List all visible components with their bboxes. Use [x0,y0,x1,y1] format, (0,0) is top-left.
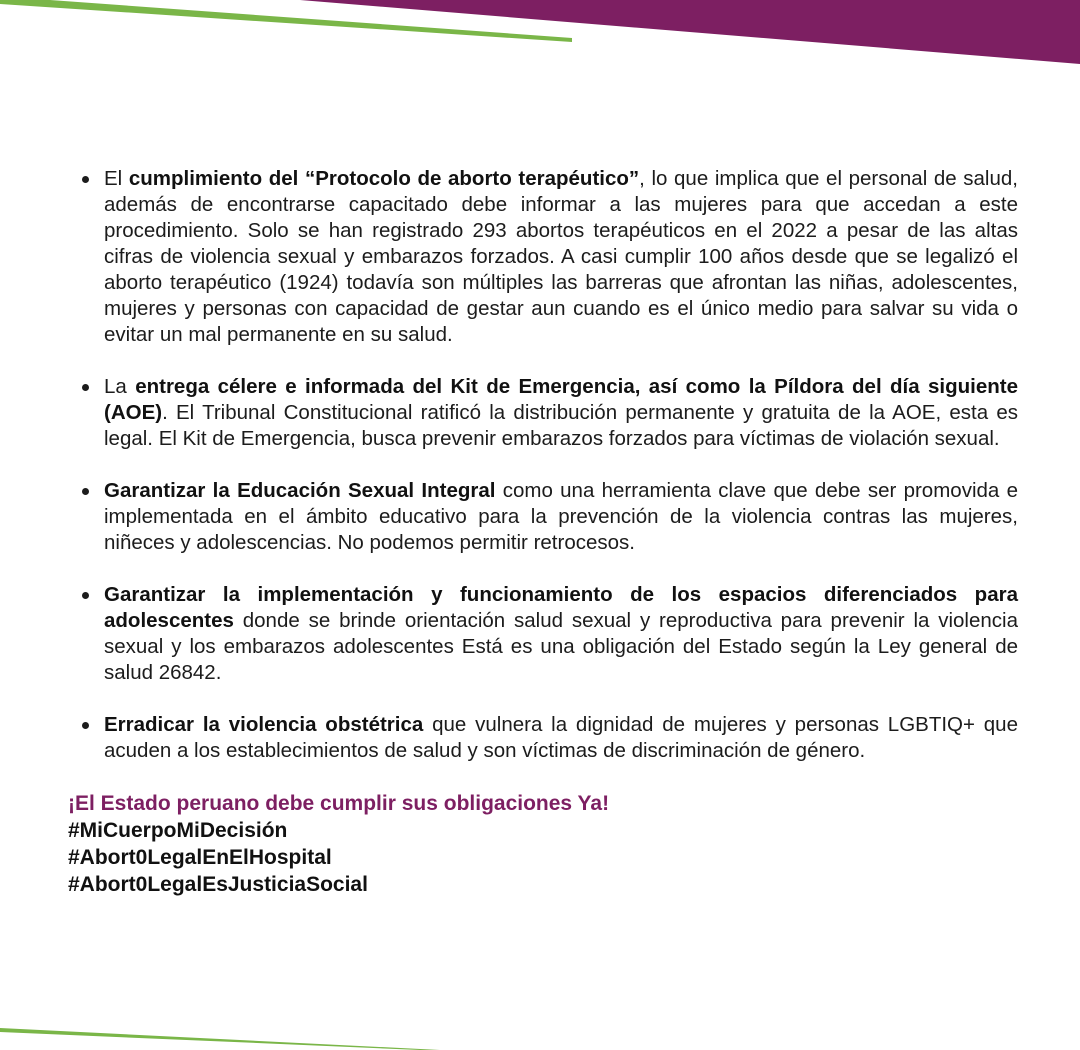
list-item: El cumplimiento del “Protocolo de aborto terapéutico”, lo que implica que el personal de salud, además de encontrarse capacitado debe informar a las mujeres para que accedan a este procedimiento. Solo se han registrado 293 abortos terapéuticos en el 2022 a pesar de las altas cifras de violencia sexual y embarazos forzados. A casi cumplir 100 años desde que se legalizó el aborto terapéutico (1924) todavía son múltiples las barreras que afrontan las niñas, adolescentes, mujeres y personas con capacidad de gestar aun cuando es el único medio para salvar su vida o evitar un mal permanente en su salud. [68,166,1018,348]
hashtag: #Abort0LegalEsJusticiaSocial [68,873,368,896]
list-item: Garantizar la Educación Sexual Integral como una herramienta clave que debe ser promovida e implementada en el ámbito educativo para la prevención de la violencia contras las mujeres, niñeces y adolescencias. No podemos permitir retrocesos. [68,478,1018,556]
main-content [68,166,1018,898]
demands-list [68,166,1018,764]
slogan: ¡El Estado peruano debe cumplir sus obligaciones Ya! [68,792,610,815]
list-item: La entrega célere e informada del Kit de Emergencia, así como la Píldora del día siguiente (AOE). El Tribunal Constitucional ratificó la distribución permanente y gratuita de la AOE, esta es legal. El Kit de Emergencia, busca prevenir embarazos forzados para víctimas de violación sexual. [68,374,1018,452]
item-bold-text: Garantizar la implementación y funcionamiento de los espacios diferenciados para adolescentes [104,583,1018,632]
list-item: Garantizar la implementación y funcionamiento de los espacios diferenciados para adolescentes donde se brinde orientación salud sexual y reproductiva para prevenir la violencia sexual y los embarazos adolescentes Está es una obligación del Estado según la Ley general de salud 26842. [68,582,1018,686]
hashtag: #Abort0LegalEnElHospital [68,846,332,869]
list-item: Erradicar la violencia obstétrica que vulnera la dignidad de mujeres y personas LGBTIQ+ que acuden a los establecimientos de salud y son víctimas de discriminación de género. [68,712,1018,764]
item-bold-text: Erradicar la violencia obstétrica [104,713,424,736]
item-bold-text: cumplimiento del “Protocolo de aborto terapéutico” [128,167,640,190]
closing-block [68,790,1018,898]
hashtag: #MiCuerpoMiDecisión [68,819,288,842]
item-bold-text: Garantizar la Educación Sexual Integral [104,479,496,502]
item-bold-text: entrega célere e informada del Kit de Emergencia, así como la Píldora del día siguiente (AOE) [104,375,1019,424]
green-bottom-stripe [0,1028,440,1050]
purple-corner-band [300,0,1080,64]
